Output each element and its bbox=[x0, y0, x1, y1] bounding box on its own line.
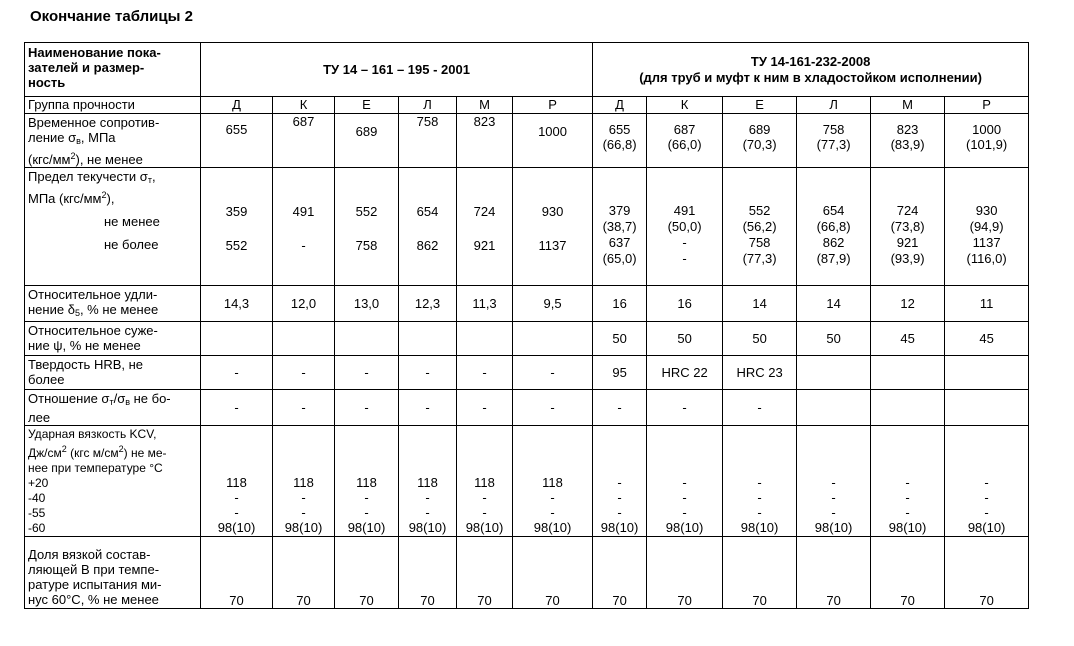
cell-value: - bbox=[757, 400, 762, 415]
value-cell bbox=[513, 168, 593, 286]
value-cell bbox=[723, 114, 797, 168]
value-cell bbox=[513, 114, 593, 168]
cell-value: 12,0 bbox=[290, 296, 317, 311]
value-cell bbox=[335, 390, 399, 426]
value-cell bbox=[273, 322, 335, 356]
value-cell bbox=[945, 390, 1029, 426]
table-row bbox=[25, 114, 1029, 168]
value-cell bbox=[513, 390, 593, 426]
cell-value: 118 - - 98(10) bbox=[408, 475, 447, 535]
value-cell bbox=[335, 97, 399, 114]
cell-value: 13,0 bbox=[353, 296, 380, 311]
value-cell bbox=[797, 390, 871, 426]
cell-value: 70 bbox=[979, 593, 994, 608]
cell-value: 758 bbox=[416, 114, 439, 129]
value-cell bbox=[647, 286, 723, 322]
cell-value: 823 bbox=[473, 114, 496, 129]
cell-value: HRC 22 bbox=[661, 365, 708, 380]
value-cell bbox=[593, 322, 647, 356]
row-label bbox=[25, 537, 201, 609]
value-cell bbox=[593, 286, 647, 322]
value-cell bbox=[335, 426, 399, 537]
value-cell bbox=[723, 168, 797, 286]
label-max: не более bbox=[104, 237, 159, 252]
temp-label: +20 bbox=[28, 476, 49, 490]
cell-value: - bbox=[550, 365, 555, 380]
value-cell bbox=[945, 426, 1029, 537]
value-cell bbox=[945, 168, 1029, 286]
value-cell bbox=[201, 390, 273, 426]
cell-value: 12 bbox=[900, 296, 915, 311]
label-line: более bbox=[28, 372, 65, 387]
value-cell bbox=[457, 168, 513, 286]
cell-value: Е bbox=[755, 97, 764, 112]
cell-value: - bbox=[364, 400, 369, 415]
cell-value: - bbox=[234, 365, 239, 380]
cell-value: 70 bbox=[677, 593, 692, 608]
value-cell bbox=[871, 286, 945, 322]
value-cell bbox=[513, 322, 593, 356]
value-cell bbox=[201, 114, 273, 168]
value-cell bbox=[335, 114, 399, 168]
cell-value: - - - 98(10) bbox=[814, 475, 853, 535]
cell-value: 50 bbox=[752, 331, 767, 346]
value-cell bbox=[335, 356, 399, 390]
label-line: нение $\delta_5$, % не менее bbox=[28, 302, 159, 318]
cell-value: - bbox=[364, 365, 369, 380]
value-cell bbox=[871, 537, 945, 609]
label-line: лее bbox=[28, 410, 51, 425]
value-cell bbox=[647, 168, 723, 286]
value-cell bbox=[457, 114, 513, 168]
value-cell bbox=[593, 97, 647, 114]
cell-value: 930 (94,9) 1137 (116,0) bbox=[966, 203, 1007, 266]
label-line: МПа $(кгс/мм^2)$, bbox=[28, 190, 115, 206]
value-cell bbox=[871, 97, 945, 114]
value-cell bbox=[723, 356, 797, 390]
cell-value: 930 1137 bbox=[538, 204, 567, 253]
cell-value: 70 bbox=[359, 593, 374, 608]
value-cell bbox=[201, 356, 273, 390]
value-cell bbox=[273, 390, 335, 426]
value-cell bbox=[335, 322, 399, 356]
value-cell bbox=[273, 97, 335, 114]
cell-value: 16 bbox=[612, 296, 627, 311]
label-line: Доля вязкой состав- bbox=[28, 547, 151, 562]
value-cell bbox=[399, 426, 457, 537]
cell-value: - - - 98(10) bbox=[740, 475, 779, 535]
value-cell bbox=[647, 356, 723, 390]
value-cell bbox=[871, 168, 945, 286]
value-cell bbox=[945, 356, 1029, 390]
cell-value: - bbox=[482, 400, 487, 415]
value-cell bbox=[593, 537, 647, 609]
spec-b-title: ТУ 14-161-232-2008 bbox=[750, 53, 871, 69]
value-cell bbox=[723, 322, 797, 356]
value-cell bbox=[399, 390, 457, 426]
cell-value: М bbox=[479, 97, 490, 112]
cell-value: 70 bbox=[296, 593, 311, 608]
row-label bbox=[25, 390, 201, 426]
value-cell bbox=[797, 97, 871, 114]
value-cell bbox=[399, 537, 457, 609]
value-cell bbox=[399, 114, 457, 168]
label-line: Относительное удли- bbox=[28, 287, 158, 302]
cell-value: Д bbox=[615, 97, 624, 112]
cell-value: 758 (77,3) bbox=[816, 122, 851, 152]
properties-table bbox=[24, 42, 1029, 609]
cell-value: 95 bbox=[612, 365, 627, 380]
value-cell bbox=[457, 97, 513, 114]
cell-value: 70 bbox=[229, 593, 244, 608]
value-cell bbox=[273, 426, 335, 537]
value-cell bbox=[593, 114, 647, 168]
value-cell bbox=[335, 286, 399, 322]
label-min: не менее bbox=[104, 214, 160, 229]
table-row bbox=[25, 356, 1029, 390]
cell-value: Л bbox=[829, 97, 838, 112]
cell-value: 491 - bbox=[292, 204, 315, 253]
cell-value: 70 bbox=[477, 593, 492, 608]
row-label bbox=[25, 356, 201, 390]
label-line: ление $\sigma_в$, МПа bbox=[28, 130, 116, 146]
row-label bbox=[25, 168, 201, 286]
value-cell bbox=[647, 97, 723, 114]
cell-value: Л bbox=[423, 97, 432, 112]
value-cell bbox=[273, 168, 335, 286]
cell-value: Р bbox=[548, 97, 557, 112]
value-cell bbox=[457, 426, 513, 537]
value-cell bbox=[593, 356, 647, 390]
value-cell bbox=[335, 168, 399, 286]
value-cell bbox=[723, 97, 797, 114]
cell-value: К bbox=[299, 97, 308, 112]
cell-value: 118 - - 98(10) bbox=[533, 475, 572, 535]
cell-value: 70 bbox=[752, 593, 767, 608]
cell-value: 552 (56,2) 758 (77,3) bbox=[742, 203, 777, 266]
cell-value: 11,3 bbox=[472, 296, 497, 311]
row-label bbox=[25, 322, 201, 356]
value-cell bbox=[201, 168, 273, 286]
cell-value: 50 bbox=[826, 331, 841, 346]
value-cell bbox=[723, 286, 797, 322]
value-cell bbox=[797, 168, 871, 286]
cell-value: - bbox=[682, 400, 687, 415]
label-line: ратуре испытания ми- bbox=[28, 577, 162, 592]
cell-value: - bbox=[617, 400, 622, 415]
table-row bbox=[25, 426, 1029, 537]
value-cell bbox=[457, 286, 513, 322]
cell-value: 50 bbox=[677, 331, 692, 346]
value-cell bbox=[513, 426, 593, 537]
value-cell bbox=[399, 322, 457, 356]
value-cell bbox=[871, 114, 945, 168]
cell-value: 14,3 bbox=[223, 296, 250, 311]
cell-value: 655 bbox=[225, 122, 248, 137]
cell-value: 687 bbox=[292, 114, 315, 129]
indicator-header-line: зателей и размер- bbox=[28, 60, 145, 75]
label-line: ние ψ, % не менее bbox=[28, 338, 141, 353]
value-cell bbox=[871, 322, 945, 356]
table-row bbox=[25, 286, 1029, 322]
cell-value: - bbox=[425, 365, 430, 380]
cell-value: 491 (50,0) - - bbox=[667, 203, 702, 266]
value-cell bbox=[399, 97, 457, 114]
row-label bbox=[25, 114, 201, 168]
cell-value: - - - 98(10) bbox=[665, 475, 704, 535]
temp-label: -40 bbox=[28, 491, 46, 505]
cell-value: 724 (73,8) 921 (93,9) bbox=[890, 203, 925, 266]
indicator-header bbox=[25, 43, 201, 97]
cell-value: 687 (66,0) bbox=[667, 122, 702, 152]
cell-value: 70 bbox=[420, 593, 435, 608]
cell-value: 12,3 bbox=[414, 296, 441, 311]
value-cell bbox=[201, 537, 273, 609]
value-cell bbox=[871, 356, 945, 390]
table-row bbox=[25, 537, 1029, 609]
cell-value: 45 bbox=[900, 331, 915, 346]
value-cell bbox=[647, 390, 723, 426]
value-cell bbox=[593, 168, 647, 286]
indicator-header-line: Наименование пока- bbox=[28, 45, 161, 60]
value-cell bbox=[647, 537, 723, 609]
spec-b-header bbox=[593, 43, 1029, 97]
value-cell bbox=[647, 426, 723, 537]
value-cell bbox=[723, 426, 797, 537]
cell-value: - bbox=[425, 400, 430, 415]
cell-value: 118 - - 98(10) bbox=[347, 475, 386, 535]
value-cell bbox=[945, 114, 1029, 168]
indicator-header-line: ность bbox=[28, 75, 66, 90]
value-cell bbox=[797, 286, 871, 322]
value-cell bbox=[871, 426, 945, 537]
row-label: Группа прочности bbox=[25, 97, 201, 114]
value-cell bbox=[945, 286, 1029, 322]
value-cell bbox=[723, 390, 797, 426]
cell-value: 1000 bbox=[538, 124, 567, 139]
value-cell bbox=[797, 426, 871, 537]
value-cell bbox=[593, 390, 647, 426]
cell-value: 50 bbox=[612, 331, 627, 346]
cell-value: - - - 98(10) bbox=[967, 475, 1006, 535]
cell-value: 654 862 bbox=[416, 204, 439, 253]
table-row bbox=[25, 390, 1029, 426]
cell-value: 655 (66,8) bbox=[602, 122, 637, 152]
value-cell bbox=[513, 356, 593, 390]
cell-value: 118 - - 98(10) bbox=[465, 475, 504, 535]
temp-label: -55 bbox=[28, 506, 46, 520]
value-cell bbox=[593, 426, 647, 537]
header-row bbox=[25, 43, 1029, 97]
value-cell bbox=[201, 97, 273, 114]
value-cell bbox=[273, 356, 335, 390]
row-label bbox=[25, 286, 201, 322]
label-line: ляющей В при темпе- bbox=[28, 562, 160, 577]
cell-value: 16 bbox=[677, 296, 692, 311]
cell-value: - bbox=[301, 400, 306, 415]
table-row bbox=[25, 168, 1029, 286]
label-line: Отношение $\sigma_т/\sigma_в$ не бо- bbox=[28, 391, 171, 407]
value-cell bbox=[273, 537, 335, 609]
value-cell bbox=[273, 286, 335, 322]
label-line: Предел текучести $\sigma_т$, bbox=[28, 169, 156, 185]
label-line: Ударная вязкость KCV, bbox=[28, 427, 157, 441]
cell-value: 118 - - 98(10) bbox=[284, 475, 323, 535]
value-cell bbox=[797, 114, 871, 168]
cell-value: 118 - - 98(10) bbox=[217, 475, 256, 535]
cell-value: Р bbox=[982, 97, 991, 112]
spec-a-header: ТУ 14 – 161 – 195 - 2001 bbox=[201, 43, 593, 97]
value-cell bbox=[647, 322, 723, 356]
page-title: Окончание таблицы 2 bbox=[30, 8, 193, 25]
value-cell bbox=[335, 537, 399, 609]
cell-value: 689 (70,3) bbox=[742, 122, 777, 152]
value-cell bbox=[457, 356, 513, 390]
value-cell bbox=[647, 114, 723, 168]
cell-value: 359 552 bbox=[225, 204, 248, 253]
spec-b-subtitle: (для труб и муфт к ним в хладостойком исполнении) bbox=[639, 69, 982, 85]
value-cell bbox=[945, 97, 1029, 114]
cell-value: 14 bbox=[752, 296, 767, 311]
value-cell bbox=[457, 537, 513, 609]
cell-value: 45 bbox=[979, 331, 994, 346]
value-cell bbox=[201, 286, 273, 322]
cell-value: М bbox=[902, 97, 913, 112]
cell-value: - bbox=[234, 400, 239, 415]
cell-value: - bbox=[550, 400, 555, 415]
value-cell bbox=[399, 168, 457, 286]
table-row bbox=[25, 322, 1029, 356]
value-cell bbox=[457, 390, 513, 426]
label-line: нее при температуре °С bbox=[28, 461, 163, 475]
value-cell bbox=[513, 286, 593, 322]
cell-value: - - - 98(10) bbox=[888, 475, 927, 535]
cell-value: Е bbox=[362, 97, 371, 112]
cell-value: 724 921 bbox=[473, 204, 496, 253]
value-cell bbox=[797, 356, 871, 390]
label-line: $Дж/см^2$ (кгс $м/см^2$) не ме- bbox=[28, 444, 167, 460]
value-cell bbox=[871, 390, 945, 426]
value-cell bbox=[273, 114, 335, 168]
cell-value: 70 bbox=[826, 593, 841, 608]
label-line: $(кгс/мм^2)$, не менее bbox=[28, 151, 143, 167]
row-label bbox=[25, 426, 201, 537]
value-cell bbox=[723, 537, 797, 609]
value-cell bbox=[513, 537, 593, 609]
table-row bbox=[25, 97, 1029, 114]
cell-value: 70 bbox=[545, 593, 560, 608]
label-line: Относительное суже- bbox=[28, 323, 158, 338]
label-line: Твердость HRB, не bbox=[28, 357, 144, 372]
cell-value: HRC 23 bbox=[736, 365, 783, 380]
value-cell bbox=[945, 322, 1029, 356]
cell-value: 823 (83,9) bbox=[890, 122, 925, 152]
cell-value: 70 bbox=[612, 593, 627, 608]
value-cell bbox=[457, 322, 513, 356]
label-line: нус 60°С, % не менее bbox=[28, 592, 159, 607]
label-line: Временное сопротив- bbox=[28, 115, 160, 130]
cell-value: 14 bbox=[826, 296, 841, 311]
cell-value: 379 (38,7) 637 (65,0) bbox=[602, 203, 637, 266]
cell-value: 1000 (101,9) bbox=[966, 122, 1008, 152]
cell-value: Д bbox=[232, 97, 241, 112]
value-cell bbox=[399, 286, 457, 322]
value-cell bbox=[945, 537, 1029, 609]
value-cell bbox=[201, 426, 273, 537]
cell-value: К bbox=[680, 97, 689, 112]
value-cell bbox=[797, 322, 871, 356]
value-cell bbox=[797, 537, 871, 609]
cell-value: - bbox=[482, 365, 487, 380]
cell-value: 11 bbox=[979, 296, 994, 311]
cell-value: 654 (66,8) 862 (87,9) bbox=[816, 203, 851, 266]
cell-value: - bbox=[301, 365, 306, 380]
value-cell bbox=[513, 97, 593, 114]
cell-value: 689 bbox=[355, 124, 378, 139]
cell-value: - - - 98(10) bbox=[600, 475, 639, 535]
cell-value: 552 758 bbox=[355, 204, 378, 253]
cell-value: 9,5 bbox=[543, 296, 562, 311]
cell-value: 70 bbox=[900, 593, 915, 608]
value-cell bbox=[201, 322, 273, 356]
value-cell bbox=[399, 356, 457, 390]
temp-label: -60 bbox=[28, 521, 46, 535]
